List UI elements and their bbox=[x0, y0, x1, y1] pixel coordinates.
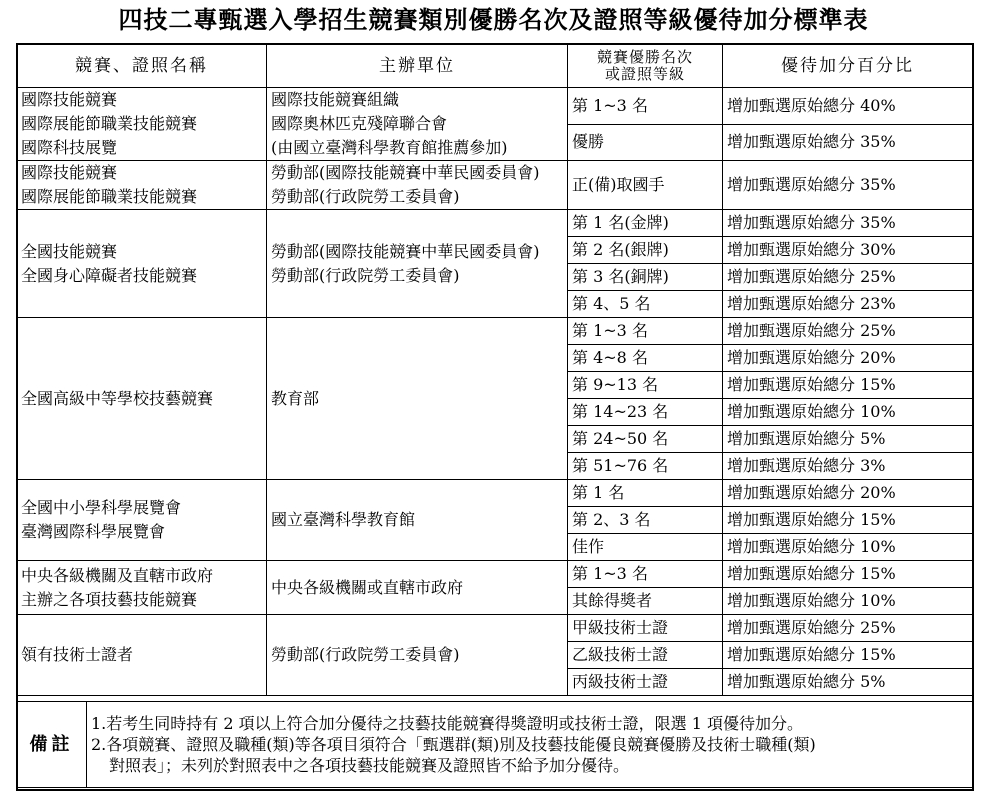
notes-content bbox=[87, 702, 973, 788]
competition-name: 全國身心障礙者技能競賽 bbox=[21, 265, 198, 285]
table-row bbox=[17, 318, 973, 345]
header-name: 競賽、證照名稱 bbox=[17, 44, 267, 88]
note-line-2: 2.各項競賽、證照及職種(類)等各項目須符合「甄選群(類)別及技藝技能優良競賽優勝及技術士職種(類) bbox=[91, 735, 816, 754]
bonus-table bbox=[16, 43, 973, 696]
competition-name-cell bbox=[17, 615, 267, 696]
rank-cell: 第 4~8 名 bbox=[568, 345, 723, 372]
rank-cell: 第 24~50 名 bbox=[568, 426, 723, 453]
bonus-cell: 增加甄選原始總分 23% bbox=[723, 291, 973, 318]
bonus-cell: 增加甄選原始總分 35% bbox=[723, 210, 973, 237]
rank-cell: 第 51~76 名 bbox=[568, 453, 723, 480]
bonus-cell: 增加甄選原始總分 15% bbox=[723, 642, 973, 669]
organizer-cell bbox=[267, 561, 568, 615]
rank-cell: 第 1~3 名 bbox=[568, 88, 723, 125]
organizer-name: 勞動部(國際技能競賽中華民國委員會) bbox=[271, 241, 540, 261]
competition-name: 國際展能節職業技能競賽 bbox=[21, 114, 198, 133]
bonus-cell: 增加甄選原始總分 30% bbox=[723, 237, 973, 264]
competition-name: 全國技能競賽 bbox=[21, 241, 118, 261]
competition-name-cell bbox=[17, 88, 267, 161]
rank-cell: 第 1~3 名 bbox=[568, 318, 723, 345]
bonus-cell: 增加甄選原始總分 10% bbox=[723, 534, 973, 561]
bonus-cell: 增加甄選原始總分 20% bbox=[723, 345, 973, 372]
table-row bbox=[17, 161, 973, 210]
bonus-cell: 增加甄選原始總分 5% bbox=[723, 426, 973, 453]
rank-cell: 優勝 bbox=[568, 124, 723, 161]
organizer-name: 國際技能競賽組織 bbox=[271, 90, 400, 109]
bonus-cell: 增加甄選原始總分 35% bbox=[723, 124, 973, 161]
competition-name: 國際展能節職業技能競賽 bbox=[21, 187, 198, 206]
rank-cell: 第 2 名(銀牌) bbox=[568, 237, 723, 264]
competition-name: 中央各級機關及直轄市政府 bbox=[21, 565, 214, 585]
organizer-name: 勞動部(國際技能競賽中華民國委員會) bbox=[271, 163, 540, 182]
header-organizer: 主辦單位 bbox=[267, 44, 568, 88]
rank-cell: 第 2、3 名 bbox=[568, 507, 723, 534]
bonus-cell: 增加甄選原始總分 25% bbox=[723, 615, 973, 642]
rank-cell: 第 1 名 bbox=[568, 480, 723, 507]
competition-name-cell bbox=[17, 480, 267, 561]
rank-cell: 佳作 bbox=[568, 534, 723, 561]
organizer-name: 中央各級機關或直轄市政府 bbox=[271, 577, 464, 597]
table-header-row bbox=[17, 44, 973, 88]
organizer-name: 教育部 bbox=[271, 388, 320, 408]
table-row bbox=[17, 615, 973, 642]
bonus-cell: 增加甄選原始總分 20% bbox=[723, 480, 973, 507]
header-rank-line1: 競賽優勝名次 bbox=[596, 47, 693, 66]
bonus-cell: 增加甄選原始總分 15% bbox=[723, 561, 973, 588]
rank-cell: 乙級技術士證 bbox=[568, 642, 723, 669]
rank-cell: 第 1~3 名 bbox=[568, 561, 723, 588]
rank-cell: 第 4、5 名 bbox=[568, 291, 723, 318]
competition-name: 臺灣國際科學展覽會 bbox=[21, 522, 166, 541]
bonus-cell: 增加甄選原始總分 10% bbox=[723, 399, 973, 426]
rank-cell: 第 1 名(金牌) bbox=[568, 210, 723, 237]
rank-cell: 其餘得獎者 bbox=[568, 588, 723, 615]
bonus-cell: 增加甄選原始總分 25% bbox=[723, 318, 973, 345]
organizer-name: 勞動部(行政院勞工委員會) bbox=[271, 265, 460, 285]
table-body bbox=[17, 88, 973, 696]
notes-table bbox=[16, 701, 973, 788]
notes-label: 備註 bbox=[17, 702, 87, 788]
table-row bbox=[17, 480, 973, 507]
header-rank bbox=[568, 44, 723, 88]
note-line-3: 對照表」；未列於對照表中之各項技藝技能競賽及證照皆不給予加分優待。 bbox=[109, 756, 630, 775]
competition-name: 國際科技展覽 bbox=[21, 138, 118, 157]
rank-cell: 丙級技術士證 bbox=[568, 669, 723, 696]
rank-cell: 甲級技術士證 bbox=[568, 615, 723, 642]
bonus-cell: 增加甄選原始總分 35% bbox=[723, 161, 973, 210]
header-rank-line2: 或證照等級 bbox=[604, 64, 685, 83]
organizer-cell bbox=[267, 615, 568, 696]
organizer-cell bbox=[267, 480, 568, 561]
competition-name: 全國中小學科學展覽會 bbox=[21, 498, 182, 517]
page-title: 四技二專甄選入學招生競賽類別優勝名次及證照等級優待加分標準表 bbox=[118, 5, 869, 34]
competition-name: 國際技能競賽 bbox=[21, 90, 118, 109]
table-row bbox=[17, 210, 973, 237]
organizer-name: 勞動部(行政院勞工委員會) bbox=[271, 645, 460, 664]
header-bonus: 優待加分百分比 bbox=[723, 44, 973, 88]
table-row bbox=[17, 561, 973, 588]
bonus-cell: 增加甄選原始總分 5% bbox=[723, 669, 973, 696]
competition-name: 領有技術士證者 bbox=[21, 645, 134, 664]
organizer-cell bbox=[267, 210, 568, 318]
competition-name: 主辦之各項技藝技能競賽 bbox=[21, 589, 198, 609]
competition-name-cell bbox=[17, 161, 267, 210]
rank-cell: 正(備)取國手 bbox=[568, 161, 723, 210]
competition-name-cell bbox=[17, 318, 267, 480]
organizer-name: (由國立臺灣科學教育館推薦參加) bbox=[271, 138, 508, 157]
organizer-name: 勞動部(行政院勞工委員會) bbox=[271, 187, 460, 206]
rank-cell: 第 14~23 名 bbox=[568, 399, 723, 426]
bonus-cell: 增加甄選原始總分 3% bbox=[723, 453, 973, 480]
bonus-cell: 增加甄選原始總分 40% bbox=[723, 88, 973, 125]
competition-name: 國際技能競賽 bbox=[21, 163, 118, 182]
table-row bbox=[17, 88, 973, 125]
organizer-name: 國際奧林匹克殘障聯合會 bbox=[271, 114, 448, 133]
bonus-cell: 增加甄選原始總分 15% bbox=[723, 372, 973, 399]
bonus-cell: 增加甄選原始總分 10% bbox=[723, 588, 973, 615]
bonus-cell: 增加甄選原始總分 25% bbox=[723, 264, 973, 291]
bonus-cell: 增加甄選原始總分 15% bbox=[723, 507, 973, 534]
organizer-cell bbox=[267, 161, 568, 210]
organizer-name: 國立臺灣科學教育館 bbox=[271, 510, 416, 529]
organizer-cell bbox=[267, 88, 568, 161]
rank-cell: 第 9~13 名 bbox=[568, 372, 723, 399]
competition-name-cell bbox=[17, 210, 267, 318]
rank-cell: 第 3 名(銅牌) bbox=[568, 264, 723, 291]
competition-name-cell bbox=[17, 561, 267, 615]
note-line-1: 1.若考生同時持有 2 項以上符合加分優待之技藝技能競賽得獎證明或技術士證，限選 1 項優待加分。 bbox=[91, 714, 803, 733]
organizer-cell bbox=[267, 318, 568, 480]
competition-name: 全國高級中等學校技藝競賽 bbox=[21, 388, 214, 408]
